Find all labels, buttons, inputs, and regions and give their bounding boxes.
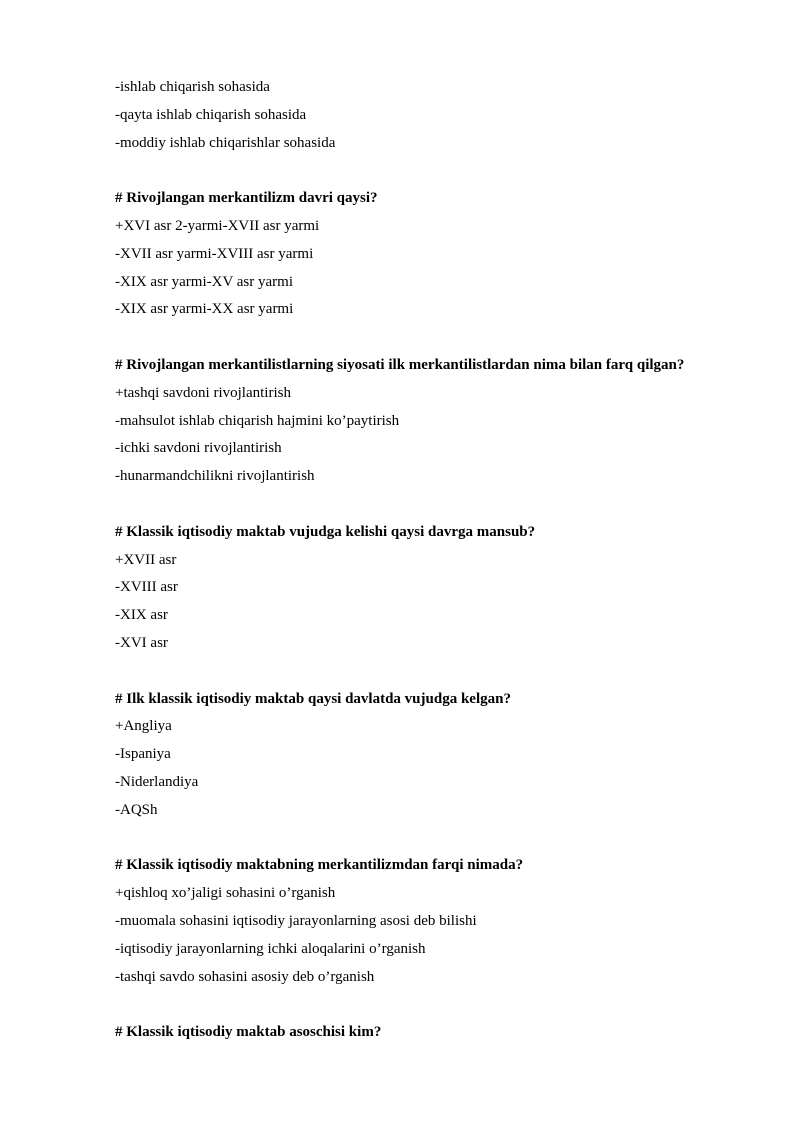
question-text: # Rivojlangan merkantilistlarning siyosati ilk merkantilistlardan nima bilan farq qilgan? (115, 356, 685, 373)
spacer (115, 991, 775, 1019)
spacer (115, 825, 775, 853)
answer-option: -moddiy ishlab chiqarishlar sohasida (115, 134, 336, 151)
question-block-5 (115, 852, 775, 991)
answer-option: -ishlab chiqarish sohasida (115, 79, 270, 95)
answer-option: -XVIII asr (115, 579, 178, 596)
answer-option: -XVI asr (115, 634, 168, 651)
question-text: # Ilk klassik iqtisodiy maktab qaysi davlatda vujudga kelgan? (115, 690, 511, 707)
question-block-1 (115, 185, 775, 324)
answer-option: -iqtisodiy jarayonlarning ichki aloqalarini o’rganish (115, 940, 426, 957)
answer-option: +XVI asr 2-yarmi-XVII asr yarmi (115, 217, 320, 234)
question-block-6 (115, 1019, 775, 1047)
answer-option: +Angliya (115, 718, 172, 735)
document-page (115, 74, 775, 1047)
answer-option: -qayta ishlab chiqarish sohasida (115, 106, 307, 123)
answer-option: -AQSh (115, 801, 158, 818)
leading-option-list (115, 74, 775, 157)
answer-option: -hunarmandchilikni rivojlantirish (115, 468, 315, 485)
answer-option: -mahsulot ishlab chiqarish hajmini ko’paytirish (115, 412, 400, 429)
spacer (115, 157, 775, 185)
question-text: # Klassik iqtisodiy maktabning merkantilizmdan farqi nimada? (115, 857, 524, 874)
answer-option: +qishloq xo’jaligi sohasini o’rganish (115, 885, 336, 902)
question-block-3 (115, 519, 775, 658)
answer-option: -Ispaniya (115, 746, 171, 763)
answer-option: -Niderlandiya (115, 773, 199, 790)
answer-option: -XIX asr (115, 607, 168, 624)
answer-option: +XVII asr (115, 551, 177, 568)
answer-option: -XVII asr yarmi-XVIII asr yarmi (115, 245, 314, 262)
answer-option: -XIX asr yarmi-XX asr yarmi (115, 301, 294, 318)
answer-option: -tashqi savdo sohasini asosiy deb o’rganish (115, 968, 375, 985)
spacer (115, 658, 775, 686)
answer-option: +tashqi savdoni rivojlantirish (115, 384, 291, 401)
answer-option: -muomala sohasini iqtisodiy jarayonlarning asosi deb bilishi (115, 912, 477, 929)
question-text: # Klassik iqtisodiy maktab asoschisi kim? (115, 1024, 382, 1041)
question-text: # Klassik iqtisodiy maktab vujudga kelishi qaysi davrga mansub? (115, 523, 536, 540)
question-text: # Rivojlangan merkantilizm davri qaysi? (115, 190, 378, 207)
spacer (115, 324, 775, 352)
answer-option: -ichki savdoni rivojlantirish (115, 440, 282, 457)
question-block-4 (115, 686, 775, 825)
answer-option: -XIX asr yarmi-XV asr yarmi (115, 273, 294, 290)
question-block-2 (115, 352, 775, 491)
spacer (115, 491, 775, 519)
